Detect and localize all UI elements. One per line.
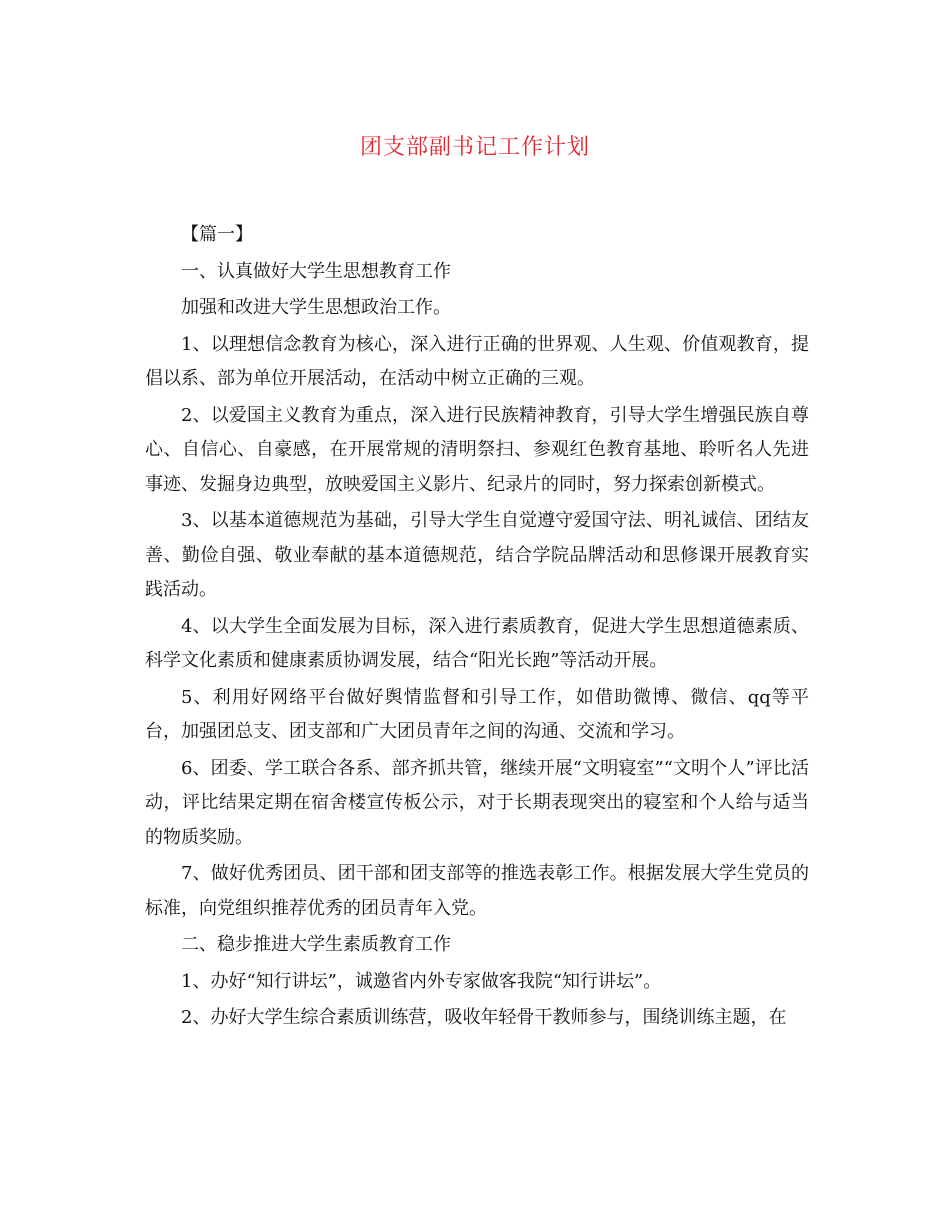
paragraph: 4、以大学生全面发展为目标，深入进行素质教育，促进大学生思想道德素质、科学文化素质和健康素质协调发展，结合“阳光长跑”等活动开展。 xyxy=(145,615,809,671)
document-body xyxy=(145,218,809,1038)
document-title: 团支部副书记工作计划 xyxy=(359,135,590,160)
section-label: 【篇一】 xyxy=(181,224,253,245)
paragraph: 1、以理想信念教育为核心，深入进行正确的世界观、人生观、价值观教育，提倡以系、部为单位开展活动，在活动中树立正确的三观。 xyxy=(145,333,809,389)
paragraph: 6、团委、学工联合各系、部齐抓共管，继续开展“文明寝室”“文明个人”评比活动，评比结果定期在宿舍楼宣传板公示，对于长期表现突出的寝室和个人给与适当的物质奖励。 xyxy=(145,757,809,848)
paragraph: 7、做好优秀团员、团干部和团支部等的推选表彰工作。根据发展大学生党员的标准，向党组织推荐优秀的团员青年入党。 xyxy=(145,863,809,919)
section-heading: 二、稳步推进大学生素质教育工作 xyxy=(181,934,451,955)
section-heading: 一、认真做好大学生思想教育工作 xyxy=(181,260,451,282)
paragraph: 加强和改进大学生思想政治工作。 xyxy=(181,297,451,318)
paragraph: 5、利用好网络平台做好舆情监督和引导工作，如借助微博、微信、qq等平台，加强团总支、团支部和广大团员青年之间的沟通、交流和学习。 xyxy=(145,686,809,742)
paragraph: 2、以爱国主义教育为重点，深入进行民族精神教育，引导大学生增强民族自尊心、自信心、自豪感，在开展常规的清明祭扫、参观红色教育基地、聆听名人先进事迹、发掘身边典型，放映爱国主义影片、纪录片的同时，努力探索创新模式。 xyxy=(145,404,809,495)
paragraph: 1、办好“知行讲坛”，诚邀省内外专家做客我院“知行讲坛”。 xyxy=(181,970,662,992)
paragraph: 2、办好大学生综合素质训练营，吸收年轻骨干教师参与，围绕训练主题，在 xyxy=(181,1007,787,1028)
paragraph: 3、以基本道德规范为基础，引导大学生自觉遵守爱国守法、明礼诚信、团结友善、勤俭自强、敬业奉献的基本道德规范，结合学院品牌活动和思修课开展教育实践活动。 xyxy=(145,510,809,600)
